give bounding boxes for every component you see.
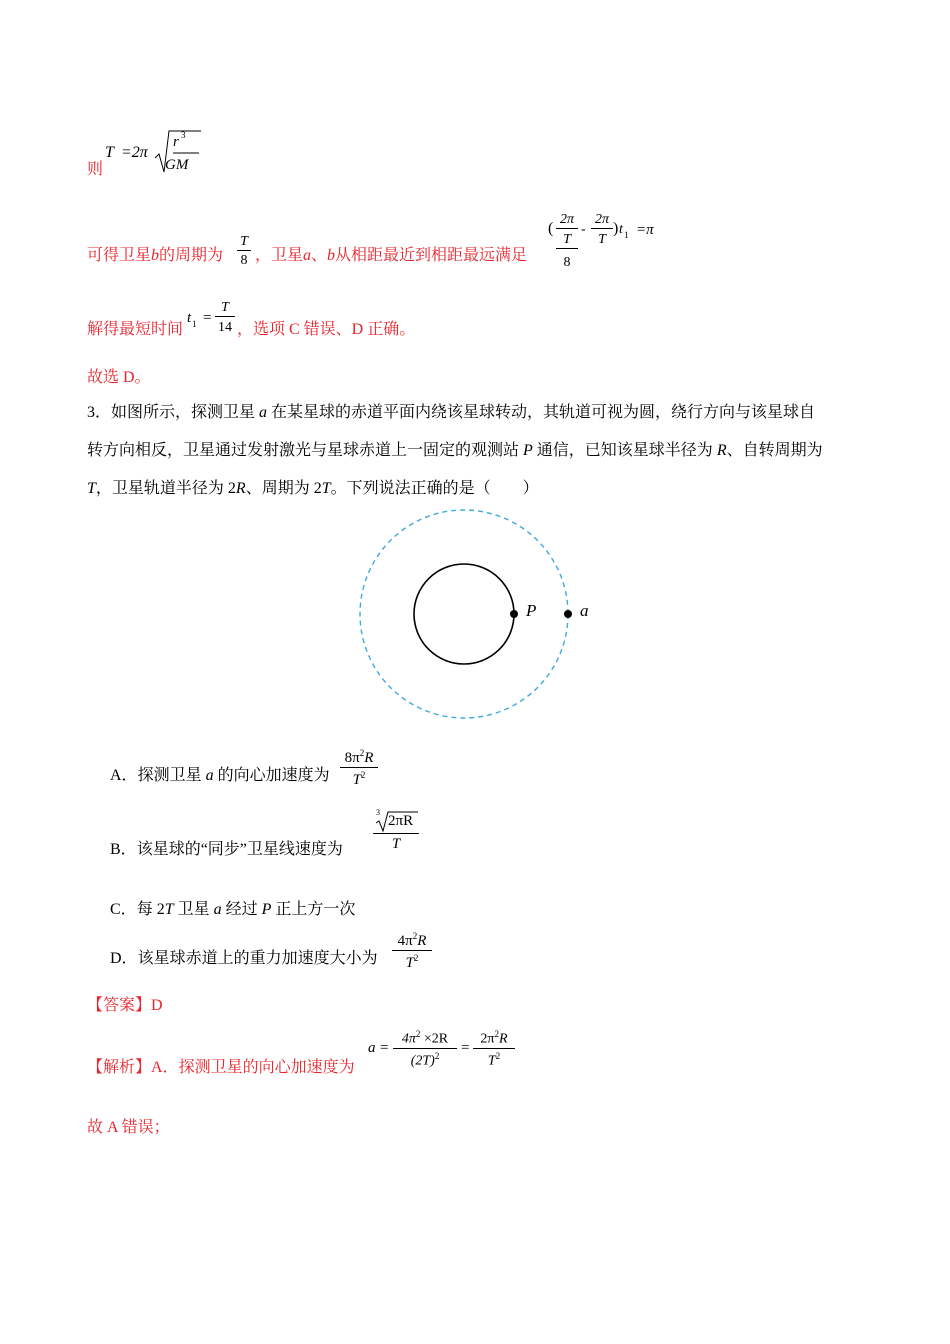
frac-den [392,953,432,972]
sub-T: T [556,232,578,249]
exp: 2 [360,770,366,780]
planet-circle [414,564,514,664]
answer-line [87,992,163,1015]
answer-tag: 【答案】 [87,997,152,1014]
question-number: 3． [87,404,112,421]
root-index: 3 [376,808,380,817]
frac-den: 14 [218,320,232,335]
text: 、 [311,247,328,264]
text: 、周期为 2 [245,480,322,497]
analysis-line [87,1026,567,1078]
option-C[interactable] [110,896,355,919]
option-label: B． [110,841,137,858]
point-P [510,610,518,618]
eq: = [203,310,212,326]
num: 4π [401,1031,416,1047]
var-a: a [303,247,312,264]
orbit-figure [350,505,610,725]
frac-den [340,770,378,789]
num: 2π [480,1031,495,1047]
frac-den-2 [473,1051,515,1070]
sub-1: 1 [192,319,197,329]
analysis-text: A．探测卫星的向心加速度为 [151,1059,355,1076]
text: ，卫星轨道半径为 2 [95,480,236,497]
minus: - [581,222,586,237]
exp: 2 [412,931,418,941]
text: 每 2 [136,901,165,918]
den-T: T [598,232,606,247]
exp: 2 [415,1029,421,1039]
var-T: T [105,144,114,161]
prefix-text: 则 [87,161,104,178]
text: 探测卫星 [137,767,206,784]
option-label: D． [110,950,138,967]
option-label: A． [110,767,138,784]
var-a: a [213,901,222,918]
text: 解得最短时间 [87,321,184,338]
exp: 2 [413,953,419,963]
frac-den-1 [393,1051,457,1070]
text: 、自转周期为 [726,442,823,459]
answer-value: D [151,997,163,1014]
var-T: T [352,772,361,788]
var-r: r [173,134,179,150]
eq-pi: =π [636,222,654,238]
num-rest: ×2R [420,1031,449,1047]
text: 从相距最近到相距最远满足 [335,247,528,264]
var-T: T [405,955,414,971]
var-a: a [368,1040,376,1056]
text: 转方向相反，卫星通过发射激光与星球赤道上一固定的观测站 [87,442,524,459]
eq: = [380,1040,389,1056]
eq-2pi: =2π [121,144,148,161]
var-R: R [364,750,374,766]
frac-den: T [391,836,401,852]
text: 通信，已知该星球半径为 [532,442,717,459]
frac-den: 8 [237,250,251,269]
frac-num-2 [473,1029,515,1049]
sub-1: 1 [624,230,629,240]
question-line-3 [87,475,539,498]
option-A[interactable] [110,746,510,796]
exp: 2 [359,748,365,758]
var-T: T [321,480,331,497]
num: 2πR [388,813,414,829]
option-label: C． [110,901,137,918]
var-P: P [261,901,272,918]
var-t1: t [619,222,623,237]
var-b: b [327,247,336,264]
paren-close: ) [613,220,619,237]
frac-num: T [240,234,248,249]
text: ，卫星 [255,247,304,264]
frac-num: T [215,300,235,317]
text: ，选项 C 错误、D 正确。 [237,321,416,338]
den: (2T) [410,1053,435,1069]
num: 4π [397,933,413,949]
text: 可得卫星 [87,247,152,264]
var-T: T [87,480,96,497]
choose-line: 故选 D。 [87,369,151,386]
label-a: a [580,601,589,620]
exp-3: 3 [181,130,186,140]
question-line-2 [87,437,823,460]
var-b: b [151,247,160,264]
text: 经过 [221,901,262,918]
frac-num-1 [393,1029,457,1049]
text: 如图所示，探测卫星 [111,404,260,421]
var-R: R [499,1031,508,1047]
var-R: R [417,933,427,949]
var-T: T [487,1053,496,1069]
frac-num [388,813,413,830]
frac-line [373,833,419,834]
label-P: P [526,601,537,620]
shortest-time-line [87,298,687,348]
point-a [564,610,572,618]
exp: 2 [495,1051,501,1061]
conclusion-line: 故 A 错误； [87,1119,170,1136]
frac-num [392,931,432,951]
text: 在某星球的赤道平面内绕该星球转动，其轨道可视为圆，绕行方向与该星球自 [267,404,816,421]
option-D[interactable] [110,928,530,978]
analysis-tag: 【解析】 [87,1059,152,1076]
eq2: = [461,1040,470,1056]
frac-num [340,748,378,768]
var-R: R [716,442,727,459]
den-8: 8 [563,255,571,270]
paren-open: ( [548,220,554,237]
text: 该星球赤道上的重力加速度大小为 [137,950,378,967]
text: 该星球的“同步”卫星线速度为 [136,841,343,858]
option-B[interactable] [110,808,510,864]
num: 8π [344,750,360,766]
var-T: T [164,901,174,918]
text: 。下列说法正确的是（ ） [330,480,539,497]
num-2pi-b: 2π [591,212,613,229]
var-P: P [523,442,533,459]
var-R: R [235,480,246,497]
period-relation-line [87,212,687,276]
exp: 2 [494,1029,499,1039]
question-line-1 [87,399,815,422]
text: 的向心加速度为 [213,767,330,784]
var-a: a [205,767,214,784]
satellite-orbit [360,510,568,718]
var-GM: GM [165,157,189,173]
var-a: a [259,404,268,421]
text: 正上方一次 [271,901,356,918]
exp: 2 [434,1051,440,1061]
text: 卫星 [173,901,214,918]
var-t1: t [187,310,192,326]
num-2pi: 2π [556,212,578,229]
text: 的周期为 [159,247,224,264]
